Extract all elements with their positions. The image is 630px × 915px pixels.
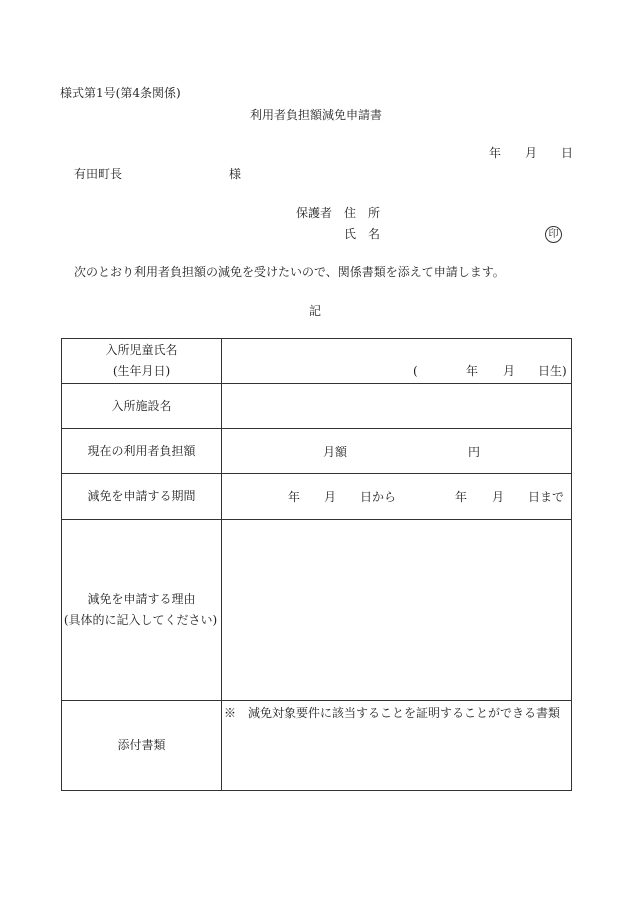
yen-label: 円 bbox=[468, 445, 481, 459]
child-name-label: 入所児童氏名 bbox=[105, 343, 178, 357]
addressee-name: 有田町長 bbox=[74, 167, 123, 181]
applicant-address-label: 住 所 bbox=[344, 206, 381, 220]
birth-year-label: 年 bbox=[466, 364, 479, 378]
reason-row bbox=[62, 520, 572, 701]
docs-label: 添付書類 bbox=[62, 701, 222, 791]
period-row bbox=[62, 474, 572, 520]
date-year-label: 年 bbox=[489, 146, 502, 160]
applicant-role: 保護者 bbox=[296, 206, 333, 220]
period-start-day: 日から bbox=[360, 490, 397, 504]
child-name-label-cell bbox=[62, 339, 222, 384]
birth-day-label: 日生) bbox=[538, 364, 567, 378]
facility-label: 入所施設名 bbox=[62, 384, 222, 429]
facility-field[interactable] bbox=[222, 384, 572, 429]
document-title: 利用者負担額減免申請書 bbox=[250, 108, 383, 122]
date-day-label: 日 bbox=[561, 146, 574, 160]
addressee-honorific: 様 bbox=[229, 167, 242, 181]
birthdate-label: (生年月日) bbox=[112, 364, 171, 378]
date-month-label: 月 bbox=[525, 146, 538, 160]
current-amount-field[interactable] bbox=[222, 429, 572, 474]
child-name-row bbox=[62, 339, 572, 384]
reason-label: 減免を申請する理由 bbox=[87, 592, 196, 606]
reason-label-cell bbox=[62, 520, 222, 701]
birth-open-paren: ( bbox=[413, 364, 418, 378]
period-start-year: 年 bbox=[288, 490, 301, 504]
current-amount-row bbox=[62, 429, 572, 474]
child-name-field[interactable] bbox=[222, 339, 572, 384]
period-label: 減免を申請する期間 bbox=[62, 474, 222, 520]
period-end-month: 月 bbox=[492, 490, 505, 504]
current-amount-label: 現在の利用者負担額 bbox=[62, 429, 222, 474]
facility-row bbox=[62, 384, 572, 429]
period-end-day: 日まで bbox=[528, 490, 565, 504]
docs-field[interactable] bbox=[222, 701, 572, 791]
application-statement: 次のとおり利用者負担額の減免を受けたいので、関係書類を添えて申請します。 bbox=[74, 265, 505, 279]
docs-note: ※ 減免対象要件に該当することを証明することができる書類 bbox=[224, 706, 561, 720]
period-end-year: 年 bbox=[455, 490, 468, 504]
docs-row bbox=[62, 701, 572, 791]
period-field[interactable] bbox=[222, 474, 572, 520]
monthly-label: 月額 bbox=[323, 445, 348, 459]
application-form-table bbox=[61, 338, 572, 791]
ki-heading: 記 bbox=[309, 304, 322, 318]
applicant-name-label: 氏 名 bbox=[344, 227, 381, 241]
seal-mark: 印 bbox=[545, 226, 562, 243]
reason-field[interactable] bbox=[222, 520, 572, 701]
period-start-month: 月 bbox=[324, 490, 337, 504]
birth-month-label: 月 bbox=[503, 364, 516, 378]
reason-instruction: (具体的に記入してください) bbox=[63, 613, 218, 627]
form-number: 様式第1号(第4条関係) bbox=[60, 86, 181, 100]
